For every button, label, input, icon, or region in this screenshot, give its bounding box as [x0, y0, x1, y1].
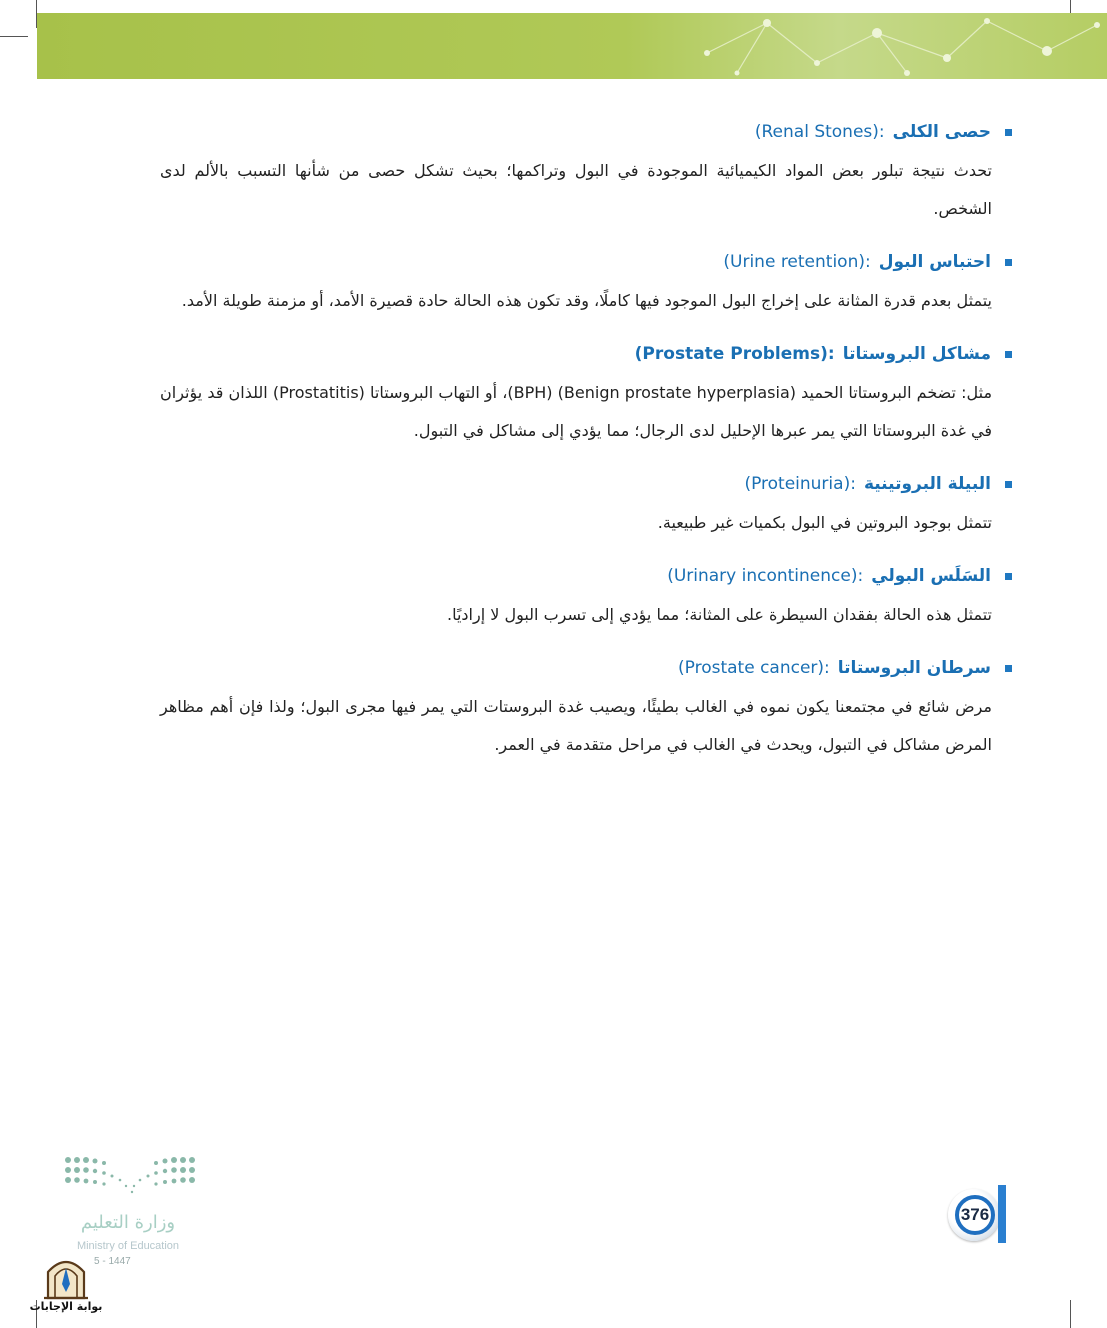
heading-english: (Proteinuria):	[744, 474, 856, 494]
section-heading	[160, 556, 992, 596]
section-body: يتمثل بعدم قدرة المثانة على إخراج البول الموجود فيها كاملًا، وقد تكون هذه الحالة حادة قصيرة الأمد، أو مزمنة طويلة الأمد.	[181, 291, 992, 310]
site-watermark	[28, 1254, 104, 1324]
ministry-name-english: Ministry of Education	[76, 1240, 180, 1252]
heading-arabic: حصى الكلى	[892, 122, 991, 142]
heading-arabic: احتباس البول	[878, 252, 991, 272]
heading-arabic: البيلة البروتينية	[863, 474, 991, 494]
section-body: مثل: تضخم البروستاتا الحميد (Benign prostate hyperplasia) (BPH)، أو التهاب البروستاتا (Prostatitis) اللذان قد يؤثران في غدة البروستاتا التي يمر عبرها الإحليل لدى الرجال؛ مما يؤدي إلى مشاكل في التبول.	[160, 383, 993, 440]
heading-english: (Urine retention):	[723, 252, 871, 272]
heading-english: (Prostate Problems):	[634, 344, 835, 364]
heading-english: (Prostate cancer):	[678, 658, 830, 678]
page-number: 376	[955, 1195, 995, 1235]
page-number-badge	[946, 1185, 1010, 1243]
section-heading	[160, 242, 992, 282]
heading-arabic: سرطان البروستاتا	[837, 658, 991, 678]
square-bullet-icon	[1005, 665, 1012, 672]
section-body: مرض شائع في مجتمعنا يكون نموه في الغالب بطيئًا، ويصيب غدة البروستات التي يمر فيها مجرى البول؛ ولذا فإن أهم مظاهر المرض مشاكل في التبول، ويحدث في الغالب في مراحل متقدمة في العمر.	[160, 697, 992, 754]
section-heading	[160, 464, 992, 504]
section-body: تتمثل بوجود البروتين في البول بكميات غير طبيعية.	[657, 513, 992, 532]
heading-arabic: مشاكل البروستاتا	[842, 344, 991, 364]
square-bullet-icon	[1005, 129, 1012, 136]
crop-mark	[1070, 1300, 1071, 1328]
section-urine-retention	[160, 242, 992, 320]
section-heading	[160, 334, 992, 374]
ministry-name-arabic: وزارة التعليم	[80, 1212, 176, 1233]
section-renal-stones	[160, 112, 992, 228]
section-urinary-incontinence	[160, 556, 992, 634]
section-body: تحدث نتيجة تبلور بعض المواد الكيميائية الموجودة في البول وتراكمها؛ بحيث تشكل حصى من شأنها التسبب بالألم لدى الشخص.	[160, 161, 992, 218]
heading-english: (Urinary incontinence):	[667, 566, 864, 586]
ministry-dots-icon	[62, 1154, 198, 1198]
heading-arabic: السَلَس البولي	[871, 566, 991, 586]
section-prostate-cancer	[160, 648, 992, 764]
section-proteinuria	[160, 464, 992, 542]
ministry-year: 5 - 1447	[94, 1256, 131, 1267]
square-bullet-icon	[1005, 481, 1012, 488]
section-body: تتمثل هذه الحالة بفقدان السيطرة على المثانة؛ مما يؤدي إلى تسرب البول لا إراديًا.	[446, 605, 992, 624]
heading-english: (Renal Stones):	[754, 122, 885, 142]
header-band	[37, 13, 1107, 79]
main-content	[160, 112, 992, 778]
square-bullet-icon	[1005, 573, 1012, 580]
site-label: بوابة الإجابات	[29, 1300, 103, 1313]
crop-mark	[0, 36, 28, 37]
section-heading	[160, 648, 992, 688]
square-bullet-icon	[1005, 259, 1012, 266]
section-prostate-problems	[160, 334, 992, 450]
section-heading	[160, 112, 992, 152]
square-bullet-icon	[1005, 351, 1012, 358]
gate-icon	[28, 1254, 104, 1300]
molecule-pattern-icon	[647, 13, 1107, 79]
page-tab	[998, 1185, 1006, 1243]
